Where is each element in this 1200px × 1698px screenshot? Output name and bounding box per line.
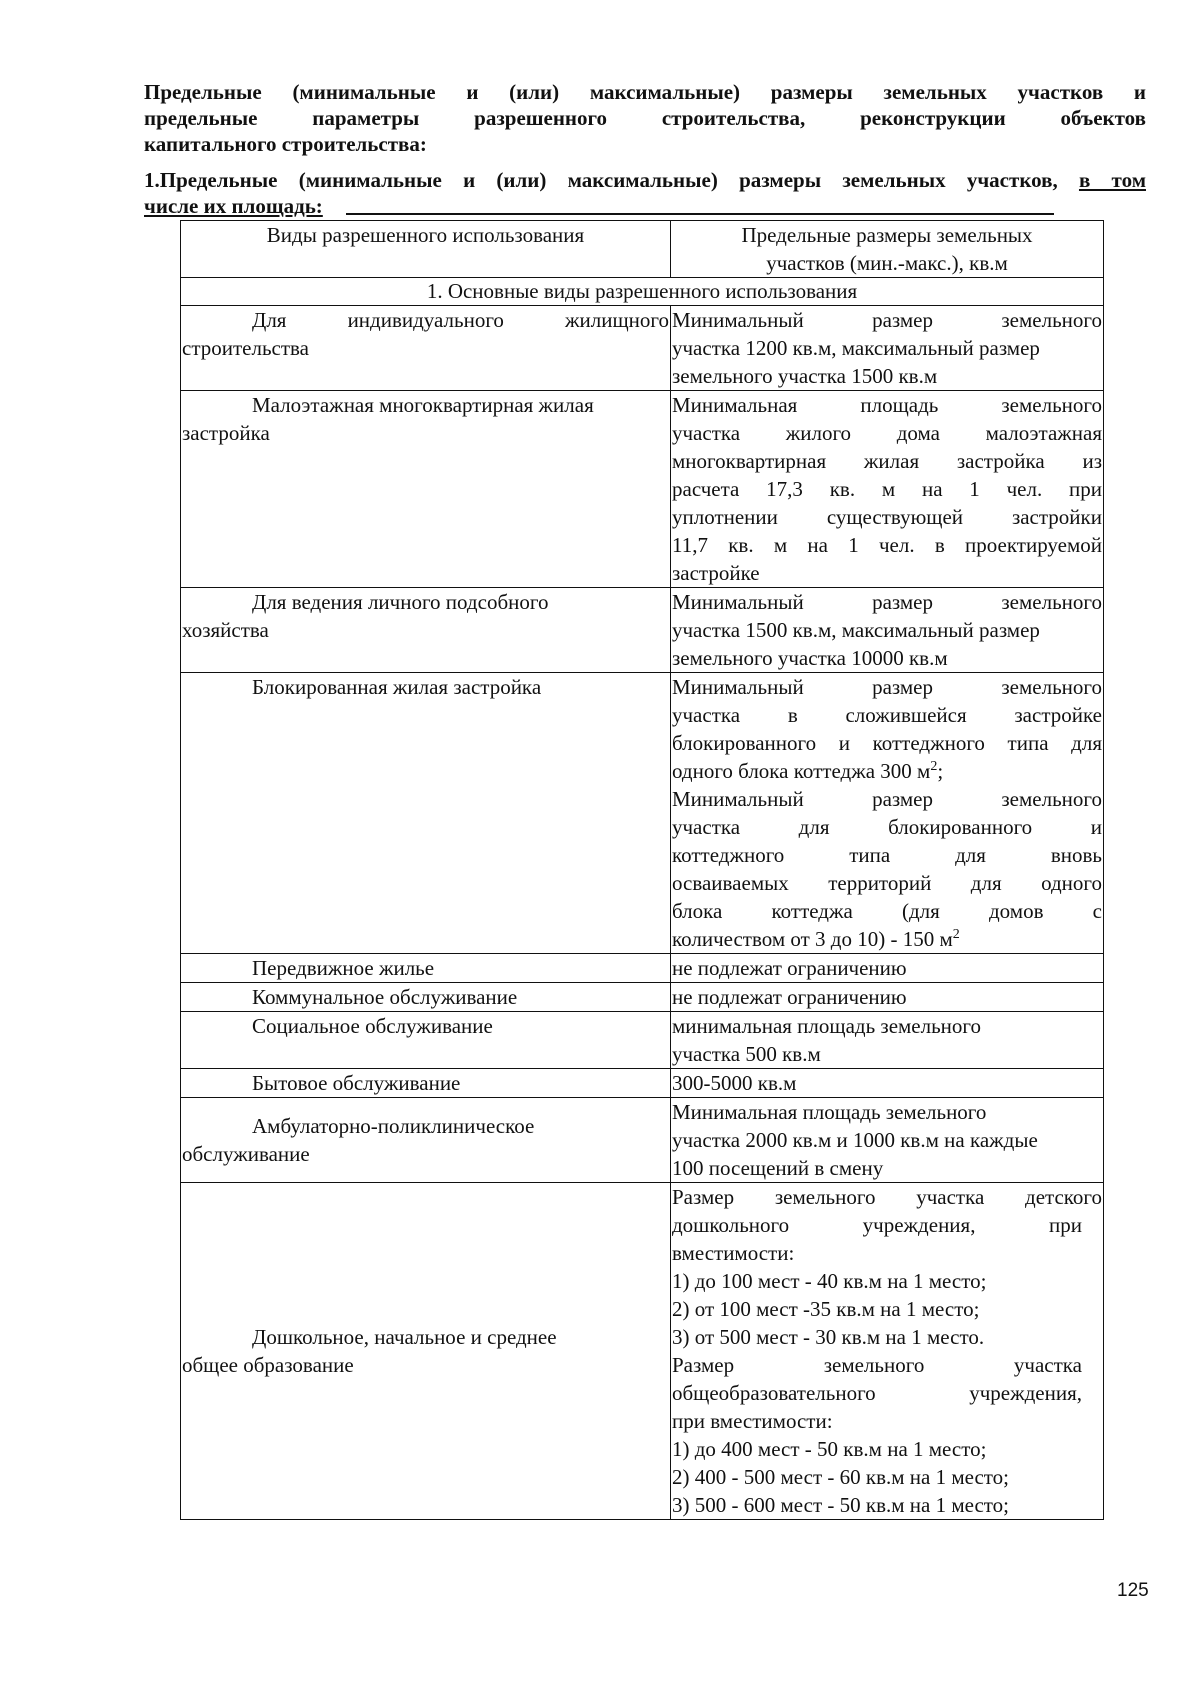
- limit-line: осваиваемых территорий для одного: [672, 871, 1102, 895]
- subheading-underlined-text: в том: [1078, 168, 1146, 192]
- limit-line: земельного участка 1500 кв.м: [672, 364, 938, 388]
- limit-cell: 300-5000 кв.м: [671, 1069, 1104, 1098]
- limit-line: участка жилого дома малоэтажная: [672, 421, 1102, 445]
- column-header-line: участков (мин.-макс.), кв.м: [766, 251, 1008, 275]
- limit-line: Размер земельного участка детского: [672, 1185, 1102, 1209]
- table-row: [181, 1012, 1104, 1069]
- intro-line: предельные параметры разрешенного строительства, реконструкции объектов: [144, 106, 1146, 130]
- limit-line: 100 посещений в смену: [672, 1156, 884, 1180]
- subsection-heading: [144, 167, 1146, 219]
- limit-line: участка 500 кв.м: [672, 1042, 821, 1066]
- limit-line: участка в сложившейся застройке: [672, 703, 1102, 727]
- use-kind-line: Дошкольное, начальное и среднее: [252, 1325, 557, 1349]
- limit-cell: [671, 1183, 1104, 1520]
- limit-line: многоквартирная жилая застройка из: [672, 449, 1102, 473]
- limit-line: минимальная площадь земельного: [672, 1014, 982, 1038]
- limit-line: участка 1200 кв.м, максимальный размер: [672, 336, 1040, 360]
- limit-cell: [671, 1098, 1104, 1183]
- limit-line: участка 2000 кв.м и 1000 кв.м на каждые: [672, 1128, 1038, 1152]
- use-kind-line: застройка: [182, 421, 270, 445]
- limit-cell: [671, 588, 1104, 673]
- limit-line: 3) 500 - 600 мест - 50 кв.м на 1 место;: [672, 1493, 1010, 1517]
- intro-line: капитального строительства:: [144, 132, 427, 156]
- limit-line: вместимости:: [672, 1241, 795, 1265]
- use-kind-line: общее образование: [182, 1353, 354, 1377]
- use-kind-cell: Бытовое обслуживание: [181, 1069, 671, 1098]
- limit-line: участка для блокированного и: [672, 815, 1102, 839]
- table-row: [181, 391, 1104, 588]
- limit-line: коттеджного типа для вновь: [672, 843, 1102, 867]
- limit-line: Минимальная площадь земельного: [672, 393, 1102, 417]
- use-kind-line: Малоэтажная многоквартирная жилая: [252, 393, 594, 417]
- limit-line: Минимальный размер земельного: [672, 675, 1102, 699]
- limit-line: 2) 400 - 500 мест - 60 кв.м на 1 место;: [672, 1465, 1010, 1489]
- limit-cell: [671, 673, 1104, 954]
- page-number: 125: [1117, 1580, 1149, 1601]
- use-kind-line: обслуживание: [182, 1142, 310, 1166]
- limit-cell: [671, 391, 1104, 588]
- use-kind-cell: Коммунальное обслуживание: [181, 983, 671, 1012]
- use-kind-cell: Передвижное жилье: [181, 954, 671, 983]
- limit-line: 11,7 кв. м на 1 чел. в проектируемой: [672, 533, 1102, 557]
- table-header-row: [181, 221, 1104, 278]
- use-kind-line: хозяйства: [182, 618, 269, 642]
- limit-cell: не подлежат ограничению: [671, 954, 1104, 983]
- limit-line: 1) до 400 мест - 50 кв.м на 1 место;: [672, 1437, 987, 1461]
- superscript: 2: [952, 927, 960, 942]
- limit-line: участка 1500 кв.м, максимальный размер: [672, 618, 1040, 642]
- column-header-limits: [671, 221, 1104, 278]
- limit-line: 3) от 500 мест - 30 кв.м на 1 место.: [672, 1325, 985, 1349]
- table-row: [181, 306, 1104, 391]
- limit-line: при вместимости:: [672, 1409, 833, 1433]
- column-header-kinds: Виды разрешенного использования: [181, 221, 671, 278]
- use-kind-cell: [181, 1098, 671, 1183]
- underline-rule: [346, 213, 1054, 215]
- limit-line: Минимальный размер земельного: [672, 590, 1102, 614]
- limit-line: уплотнении существующей застройки: [672, 505, 1102, 529]
- column-header-line: Предельные размеры земельных: [741, 223, 1033, 247]
- punctuation: ;: [937, 759, 944, 783]
- subheading-text: 1.Предельные (минимальные и (или) максимальные) размеры земельных участков,: [144, 168, 1058, 192]
- table-row: [181, 1183, 1104, 1520]
- limit-line: Минимальный размер земельного: [672, 308, 1102, 332]
- limit-line-with-sup: [672, 757, 1102, 785]
- use-kind-line: Для ведения личного подсобного: [252, 590, 549, 614]
- limit-line: одного блока коттеджа 300 м: [672, 759, 931, 783]
- table-row: [181, 1098, 1104, 1183]
- table-row: [181, 1069, 1104, 1098]
- intro-line: Предельные (минимальные и (или) максимальные) размеры земельных участков и: [144, 80, 1146, 104]
- table-row: [181, 983, 1104, 1012]
- limit-line: 2) от 100 мест -35 кв.м на 1 место;: [672, 1297, 980, 1321]
- section-title-row: [181, 278, 1104, 306]
- limit-line: общеобразовательного учреждения,: [672, 1381, 1082, 1405]
- limit-line: Размер земельного участка: [672, 1353, 1082, 1377]
- limit-line: Минимальный размер земельного: [672, 787, 1102, 811]
- section-title: 1. Основные виды разрешенного использования: [181, 278, 1104, 306]
- section-intro-heading: [144, 79, 1146, 157]
- limit-line: расчета 17,3 кв. м на 1 чел. при: [672, 477, 1102, 501]
- use-kind-cell: [181, 1183, 671, 1520]
- limit-line: 1) до 100 мест - 40 кв.м на 1 место;: [672, 1269, 987, 1293]
- table-row: [181, 588, 1104, 673]
- table-row: [181, 954, 1104, 983]
- use-kind-cell: [181, 588, 671, 673]
- limit-line: дошкольного учреждения, при: [672, 1213, 1082, 1237]
- land-plot-limits-table: [180, 220, 1104, 1520]
- limit-line: блока коттеджа (для домов с: [672, 899, 1102, 923]
- use-kind-cell: [181, 306, 671, 391]
- use-kind-line: строительства: [182, 336, 310, 360]
- use-kind-line: Блокированная жилая застройка: [252, 675, 542, 699]
- use-kind-line: Амбулаторно-поликлиническое: [252, 1114, 535, 1138]
- use-kind-cell: Социальное обслуживание: [181, 1012, 671, 1069]
- limit-cell: [671, 306, 1104, 391]
- use-kind-line: Для индивидуального жилищного: [252, 308, 669, 332]
- limit-line: застройке: [672, 561, 760, 585]
- limit-line: Минимальная площадь земельного: [672, 1100, 987, 1124]
- limit-line: блокированного и коттеджного типа для: [672, 731, 1102, 755]
- limit-cell: [671, 1012, 1104, 1069]
- limit-line: земельного участка 10000 кв.м: [672, 646, 948, 670]
- table-row: [181, 673, 1104, 954]
- limit-line-with-sup: [672, 925, 1102, 953]
- use-kind-cell: [181, 673, 671, 954]
- use-kind-cell: [181, 391, 671, 588]
- subheading-line: [144, 167, 1146, 193]
- subheading-underlined-text: числе их площадь:: [144, 194, 323, 218]
- limit-line: количеством от 3 до 10) - 150 м: [672, 927, 953, 951]
- superscript: 2: [930, 759, 938, 774]
- limit-cell: не подлежат ограничению: [671, 983, 1104, 1012]
